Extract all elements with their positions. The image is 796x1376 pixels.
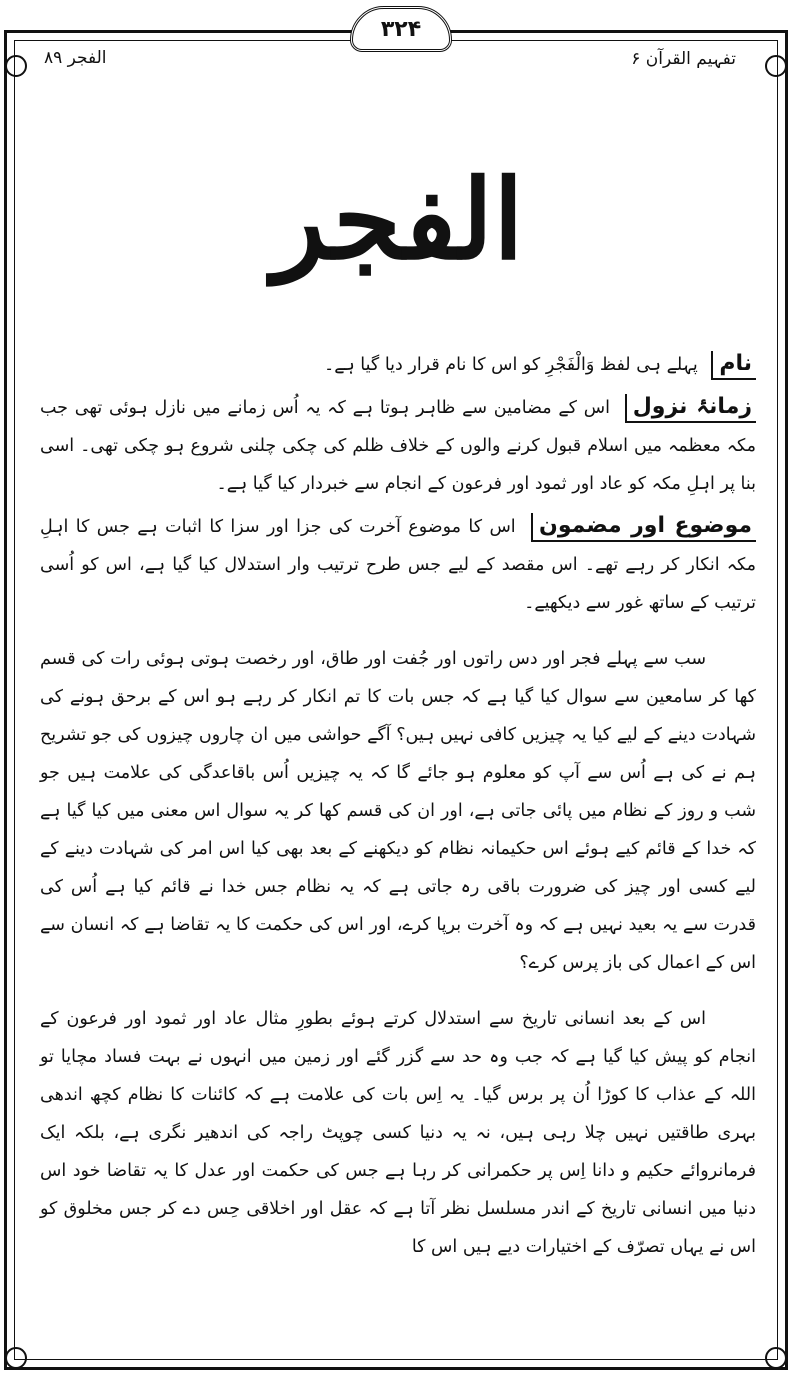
body-paragraph: سب سے پہلے فجر اور دس راتوں اور جُفت اور طاق، اور رخصت ہوتی ہوئی رات کی قسم کھا کر سامعین سے سوال کیا گیا ہے کہ جس بات کا تم انکار کر رہے ہو اس کے برحق ہونے کی شہادت دینے کے لیے کیا یہ چیزیں کافی نہیں ہیں؟ آگے حواشی میں ان چاروں چیزوں کی جو تشریح ہم نے کی ہے اُس سے آپ کو معلوم ہو جائے گا کہ یہ چیزیں اُس باقاعدگی کی علامت ہیں جو شب و روز کے نظام میں پائی جاتی ہے، اور ان کی قسم کھا کر یہ سوال اس معنی میں کیا گیا ہے کہ خدا کے قائم کیے ہوئے اس حکیمانہ نظام کو دیکھنے کے بعد بھی کیا اس امر کی شہادت دینے کے لیے کسی اور چیز کی ضرورت باقی رہ جاتی ہے کہ یہ نظام جس خدا نے قائم کیا ہے اُس کی قدرت سے یہ بعید نہیں ہے کہ وہ آخرت برپا کرے، اور اس کی حکمت کا یہ تقاضا ہے کہ انسان سے اس کے اعمال کی باز پرس کرے؟ <box>40 649 756 973</box>
section-period-of-revelation <box>40 388 756 503</box>
page-number: ۳۲۴ <box>380 16 422 42</box>
book-title: تفہیم القرآن ۶ <box>631 49 736 69</box>
section-heading: موضوع اور مضمون <box>531 513 756 542</box>
page-number-medallion <box>350 6 452 52</box>
body-paragraph: اس کے بعد انسانی تاریخ سے استدلال کرتے ہوئے بطورِ مثال عاد اور ثمود اور فرعون کے انجام کو پیش کیا گیا ہے کہ جب وہ حد سے گزر گئے اور زمین میں انہوں نے بہت فساد مچایا تو اللہ کے عذاب کا کوڑا اُن پر برس گیا۔ یہ اِس بات کی علامت ہے کہ کائنات کا نظام کچھ اندھی بہری طاقتیں نہیں چلا رہی ہیں، نہ یہ دنیا کسی چوپٹ راجہ کی اندھیر نگری ہے، بلکہ ایک فرمانروائے حکیم و دانا اِس پر حکمرانی کر رہا ہے جس کی حکمت اور عدل کا یہ تقاضا خود اس دنیا میں انسانی تاریخ کے اندر مسلسل نظر آتا ہے کہ عقل اور اخلاقی حِس دے کر جس مخلوق کو اس نے یہاں تصرّف کے اختیارات دیے ہیں اس کا <box>40 1009 756 1257</box>
surah-reference: الفجر ۸۹ <box>44 48 107 68</box>
page-body <box>40 345 756 1266</box>
section-text: اس کا موضوع آخرت کی جزا اور سزا کا اثبات ہے جس کا اہلِ مکہ انکار کر رہے تھے۔ اس مقصد کے لیے جس طرح ترتیب وار استدلال کیا گیا ہے، اس کو اُسی ترتیب کے ساتھ غور سے دیکھیے۔ <box>40 517 756 613</box>
section-heading: زمانۂ نزول <box>625 394 756 423</box>
surah-title: الفجر <box>272 155 524 284</box>
section-name <box>40 345 756 384</box>
section-subject-matter <box>40 507 756 622</box>
section-text: اس کے مضامین سے ظاہر ہوتا ہے کہ یہ اُس زمانے میں نازل ہوئی تھی جب مکہ معظمہ میں اسلام قبول کرنے والوں کے خلاف ظلم کی چکی چلنی شروع ہو چکی تھی۔ اسی بنا پر اہلِ مکہ کو عاد اور ثمود اور فرعون کے انجام سے خبردار کیا گیا ہے۔ <box>40 398 756 494</box>
section-heading: نام <box>711 351 756 380</box>
section-text: پہلے ہی لفظ وَالْفَجْرِ کو اس کا نام قرار دیا گیا ہے۔ <box>323 355 698 375</box>
